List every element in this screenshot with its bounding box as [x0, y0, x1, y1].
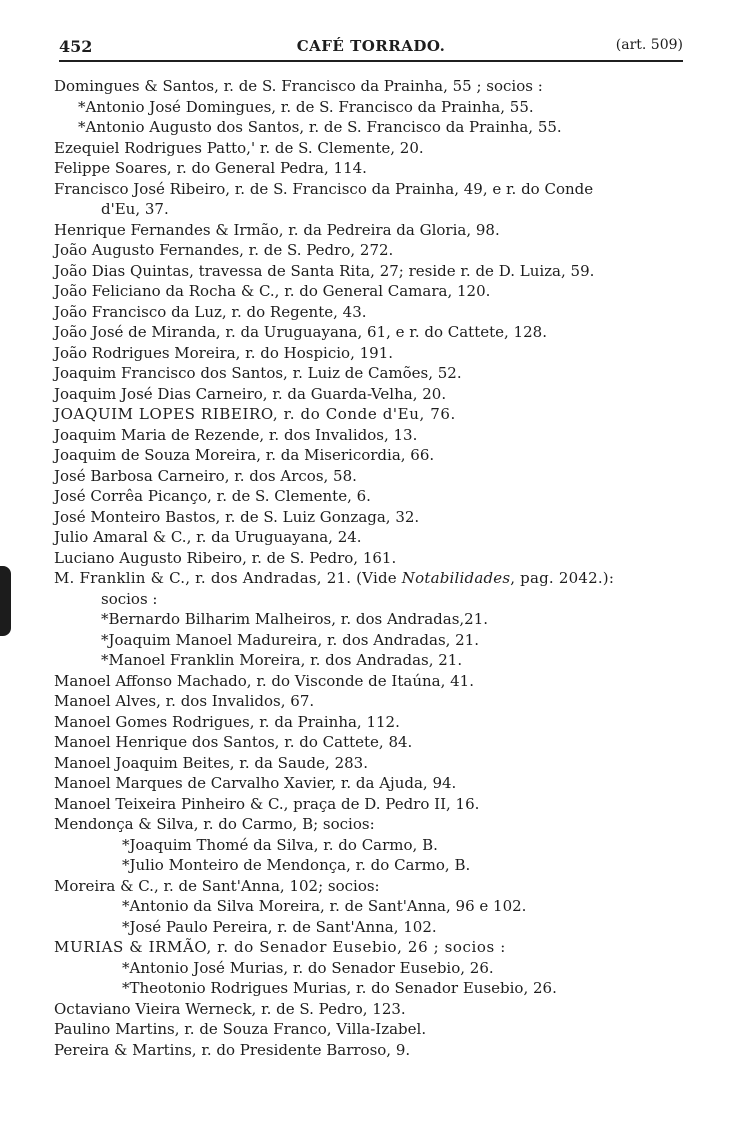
entry-line-vide [54, 568, 694, 589]
page-number: 452 [59, 37, 93, 56]
partner-entry: *Antonio da Silva Moreira, r. de Sant'Anna, 96 e 102. [122, 897, 527, 915]
entry-line-emphasis: MURIAS & IRMÃO, r. do Senador Eusebio, 26 ; socios : [54, 938, 506, 956]
partner-entry: *Antonio José Murias, r. do Senador Eusebio, 26. [122, 958, 494, 977]
running-title: CAFÉ TORRADO. [296, 37, 446, 55]
entry-line: Manoel Henrique dos Santos, r. do Cattete, 84. [54, 733, 413, 751]
entry-line: Domingues & Santos, r. de S. Francisco da Prainha, 55 ; socios : [54, 77, 543, 95]
entry-text: M. Franklin & C., r. dos Andradas, 21. (Vide [54, 569, 402, 587]
entry-line: Mendonça & Silva, r. do Carmo, B; socios: [54, 815, 375, 833]
entry-continuation: d'Eu, 37. [101, 200, 169, 218]
entry-continuation: socios : [101, 589, 158, 608]
entry-line: Manoel Joaquim Beites, r. da Saude, 283. [54, 753, 368, 772]
entry-line: João Rodrigues Moreira, r. do Hospicio, 191. [54, 343, 394, 362]
partner-entry: *Joaquim Thomé da Silva, r. do Carmo, B. [122, 835, 438, 854]
entry-line: Luciano Augusto Ribeiro, r. de S. Pedro, 161. [54, 548, 397, 567]
binding-edge-mark [0, 566, 11, 636]
page-header [59, 34, 683, 62]
entry-line: Manoel Teixeira Pinheiro & C., praça de D. Pedro II, 16. [54, 794, 480, 813]
entry-line: Manoel Alves, r. dos Invalidos, 67. [54, 692, 315, 710]
entry-line: Pereira & Martins, r. do Presidente Barroso, 9. [54, 1040, 411, 1059]
entry-line: José Barbosa Carneiro, r. dos Arcos, 58. [54, 466, 357, 485]
partner-entry: *Manoel Franklin Moreira, r. dos Andradas, 21. [101, 651, 463, 669]
entry-line: Henrique Fernandes & Irmão, r. da Pedreira da Gloria, 98. [54, 220, 500, 239]
entry-line: João Francisco da Luz, r. do Regente, 43. [54, 302, 367, 321]
entry-line: Manoel Gomes Rodrigues, r. da Prainha, 112. [54, 712, 400, 731]
article-reference: (art. 509) [615, 37, 683, 53]
directory-entries [54, 76, 694, 1060]
entry-line: Octaviano Vieira Werneck, r. de S. Pedro, 123. [54, 999, 406, 1018]
partner-entry: *José Paulo Pereira, r. de Sant'Anna, 102. [122, 917, 437, 936]
entry-line: Joaquim de Souza Moreira, r. da Misericordia, 66. [54, 446, 435, 464]
entry-line: João Augusto Fernandes, r. de S. Pedro, 272. [54, 241, 394, 259]
entry-line: Manoel Marques de Carvalho Xavier, r. da Ajuda, 94. [54, 774, 457, 792]
partner-entry: *Bernardo Bilharim Malheiros, r. dos Andradas,21. [101, 610, 489, 628]
cross-reference: Notabilidades [401, 569, 511, 587]
entry-line: José Corrêa Picanço, r. de S. Clemente, 6. [54, 487, 371, 505]
entry-line: Ezequiel Rodrigues Patto,' r. de S. Clemente, 20. [54, 138, 424, 157]
partner-entry: *Julio Monteiro de Mendonça, r. do Carmo, B. [122, 856, 471, 874]
partner-entry: *Antonio Augusto dos Santos, r. de S. Francisco da Prainha, 55. [78, 118, 562, 136]
entry-line: João Feliciano da Rocha & C., r. do General Camara, 120. [54, 282, 491, 300]
entry-line: Francisco José Ribeiro, r. de S. Francisco da Prainha, 49, e r. do Conde [54, 179, 594, 198]
entry-line: João José de Miranda, r. da Uruguayana, 61, e r. do Cattete, 128. [54, 323, 547, 341]
entry-line: Paulino Martins, r. de Souza Franco, Villa-Izabel. [54, 1020, 427, 1038]
entry-text: , pag. 2042.): [510, 569, 615, 587]
partner-entry: *Antonio José Domingues, r. de S. Francisco da Prainha, 55. [78, 97, 534, 116]
entry-line: Joaquim José Dias Carneiro, r. da Guarda-Velha, 20. [54, 384, 447, 403]
entry-line: Manoel Affonso Machado, r. do Visconde de Itaúna, 41. [54, 671, 474, 690]
entry-line: Moreira & C., r. de Sant'Anna, 102; socios: [54, 876, 380, 895]
entry-line: Julio Amaral & C., r. da Uruguayana, 24. [54, 528, 362, 546]
entry-line: Joaquim Maria de Rezende, r. dos Invalidos, 13. [54, 425, 418, 444]
partner-entry: *Theotonio Rodrigues Murias, r. do Senador Eusebio, 26. [122, 979, 557, 997]
entry-line: José Monteiro Bastos, r. de S. Luiz Gonzaga, 32. [54, 507, 420, 526]
entry-line: João Dias Quintas, travessa de Santa Rita, 27; reside r. de D. Luiza, 59. [54, 261, 595, 280]
entry-line: Felippe Soares, r. do General Pedra, 114. [54, 159, 367, 177]
entry-line-emphasis: JOAQUIM LOPES RIBEIRO, r. do Conde d'Eu, 76. [54, 405, 456, 423]
partner-entry: *Joaquim Manoel Madureira, r. dos Andradas, 21. [101, 630, 480, 649]
entry-line: Joaquim Francisco dos Santos, r. Luiz de Camões, 52. [54, 364, 462, 382]
